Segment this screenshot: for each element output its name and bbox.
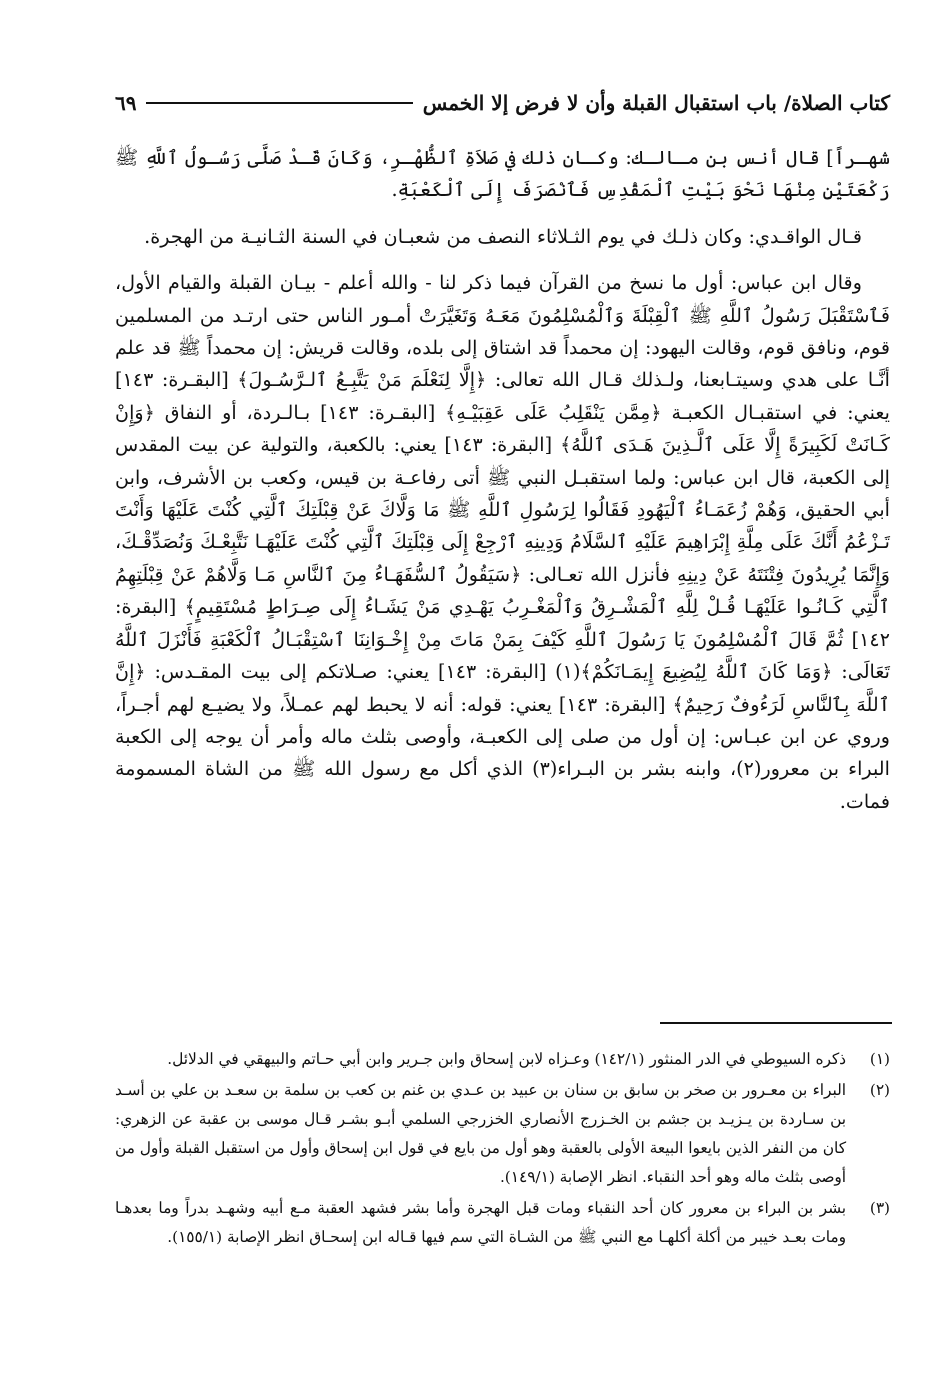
- footnote-3: [115, 1194, 890, 1252]
- footnote-number: (٣): [869, 1199, 890, 1217]
- footnote-number: (١): [869, 1050, 890, 1068]
- footnote-2: [115, 1076, 890, 1192]
- footnote-text: بشر بن البراء بن معرور كان أحد النقباء ومات قبل الهجرة وأما بشر فشهد العقبة مـع أبيه وشهـد بدراً وما بعدهـا ومات بعـد خيبر من أكلة أكلهـا مع النبي ﷺ من الشـاة التي سم فيها قـاله ابن إسحـاق انظر الإصابة (١٥٥/١).: [115, 1199, 846, 1246]
- page-number: ٦٩: [115, 91, 137, 115]
- main-text: [115, 142, 890, 832]
- footnote-number: (٢): [869, 1081, 890, 1099]
- paragraph-3: وقال ابن عباس: أول ما نسخ من القرآن فيما ذكر لنا - والله أعلم - بيـان القبلة والقيام الأول، فَٱسْتَقْبَلَ رَسُولُ ٱللَّهِ ﷺ ٱلْقِبْلَةَ وَٱلْمُسْلِمُونَ مَعَـهُ وَتَغَيَّرَتْ أمـور الناس حتى ارتـد من المسلمين قوم، ونافق قوم، وقالت اليهود: إن محمداً قد اشتاق إلى بلده، وقالت قريش: إن محمداً ﷺ قد علم أنَّـا على هدي وسيتـابعنا، ولـذلك قـال الله تعالى: ﴿إِلَّا لِنَعْلَمَ مَنْ يَتَّبِـعُ ٱلـرَّسُـولَ﴾ [البقـرة: ١٤٣] يعني: في استقبـال الكعبـة ﴿مِمَّن يَنْقَلِبُ عَلَى عَقِبَيْـهِ﴾ [البقـرة: ١٤٣] بـالـردة، أو النفاق ﴿وَإِنْ كَـانَتْ لَكَبِيرَةً إِلَّا عَلَى ٱلَّـذِينَ هَـدَى ٱللَّهُ﴾ [البقرة: ١٤٣] يعني: بالكعبة، والتولية عن بيت المقدس إلى الكعبة، قال ابن عباس: ولما استقبـل النبي ﷺ أتى رفاعـة بن قيس، وكعب بن الأشرف، وابن أبي الحقيق، وَهُمْ زُعَمَـاءُ ٱلْيَهُودِ فَقَالُوا لِرَسُولِ ٱللَّهِ ﷺ مَا وَلَّاكَ عَنْ قِبْلَتِكَ ٱلَّتِي كُنْتَ عَلَيْهَا وَأَنْتَ تَـزْعُمُ أَنَّكَ عَلَى مِلَّةِ إِبْرَاهِيمَ عَلَيْهِ ٱلسَّلَامُ وَدِينِهِ ٱرْجِعْ إِلَى قِبْلَتِكَ ٱلَّتِي كُنْتَ عَلَيْهَـا نَتَّبِعْـكَ وَنُصَدِّقْـكَ، وَإِنَّمَا يُرِيدُونَ فِتْنَتَهُ عَنْ دِينِهِ فأنزل الله تعـالى: ﴿سَيَقُولُ ٱلسُّفَهَـاءُ مِنَ ٱلنَّاسِ مَـا وَلَّاهُمْ عَنْ قِبْلَتِهِمُ ٱلَّتِي كَـانُـوا عَلَيْهَـا قُـلْ لِلَّهِ ٱلْمَشْـرِقُ وَٱلْمَغْـرِبُ يَهْـدِي مَنْ يَشَـاءُ إِلَى صِـرَاطٍ مُسْتَقِيمٍ﴾ [البقرة: ١٤٢] ثُمَّ قَالَ ٱلْمُسْلِمُونَ يَا رَسُولَ ٱللَّهِ كَيْفَ بِمَنْ مَاتَ مِنْ إِخْـوَانِنَا ٱسْتِقْبَـالُ ٱلْكَعْبَةِ فَأَنْزَلَ ٱللَّهُ تَعَالَى: ﴿وَمَا كَانَ ٱللَّهُ لِيُضِيعَ إِيمَـانَكُمْ﴾(١) [البقرة: ١٤٣] يعني: صـلاتكم إلى بيت المقـدس: ﴿إِنَّ ٱللَّهَ بِٱلنَّاسِ لَرَءُوفٌ رَحِيمٌ﴾ [البقرة: ١٤٣] يعني: قوله: أنه لا يحبط لهم عمـلاً، ولا يضيـع لهم أجـراً، وروي عن ابن عبـاس: إن أول من صلى إلى الكعبـة، وأوصى بثلث ماله وأمر أن يوجه إلى الكعبة البراء بن معرور(٢)، وابنه بشر بن البـراء(٣) الذي أكل مع رسول الله ﷺ من الشاة المسمومة فمات.: [115, 271, 891, 813]
- paragraph-1: شهـراً] قال أنس بن مـالـك: وكـان ذلك في صَلاَةِ ٱلظُّهْـرِ، وَكَانَ قَـدْ صَلَّى رَسُـولُ ٱللَّهِ ﷺ رَكْعَتَيْنِ مِنْهَا نَحْوَ بَيْتِ ٱلْمَقْدِسِ فَٱنْصَرَفَ إِلَى ٱلْكَعْبَةِ.: [115, 146, 890, 202]
- chapter-title: كتاب الصلاة/ باب استقبال القبلة وأن لا فرض إلا الخمس: [422, 91, 890, 115]
- paragraph-2: قـال الواقـدي: وكان ذلـك في يوم الثـلاثاء النصف من شعبـان في السنة الثـانيـة من الهجرة.: [144, 224, 862, 248]
- running-header: [115, 86, 890, 120]
- header-rule: [146, 102, 412, 104]
- footnotes: [115, 1045, 890, 1254]
- footnote-1: [115, 1045, 890, 1074]
- footnote-text: ذكره السيوطي في الدر المنثور (١٤٢/١) وعـزاه لابن إسحاق وابن جـرير وابن أبي حـاتم والبيهقي في الدلائل.: [167, 1050, 846, 1068]
- footnote-separator: [660, 1022, 892, 1024]
- footnote-text: البراء بن معـرور بن صخر بن سابق بن سنان بن عبيد بن عـدي بن غنم بن كعب بن سلمة بن سعـد بن علي بن أسـد بن سـاردة بن يـزيـد بن جشم بن الخـزرج الأنصاري الخزرجي السلمي أبـو بشـر قـال موسى بن عقبة عن الزهري: كان من النفر الذين بايعوا البيعة الأولى بالعقبة وهو أول من بايع في قول ابن إسحاق وأول من استقبل القبلة وأول من أوصى بثلث ماله وهو أحد النقباء. انظر الإصابة (١٤٩/١).: [115, 1081, 846, 1186]
